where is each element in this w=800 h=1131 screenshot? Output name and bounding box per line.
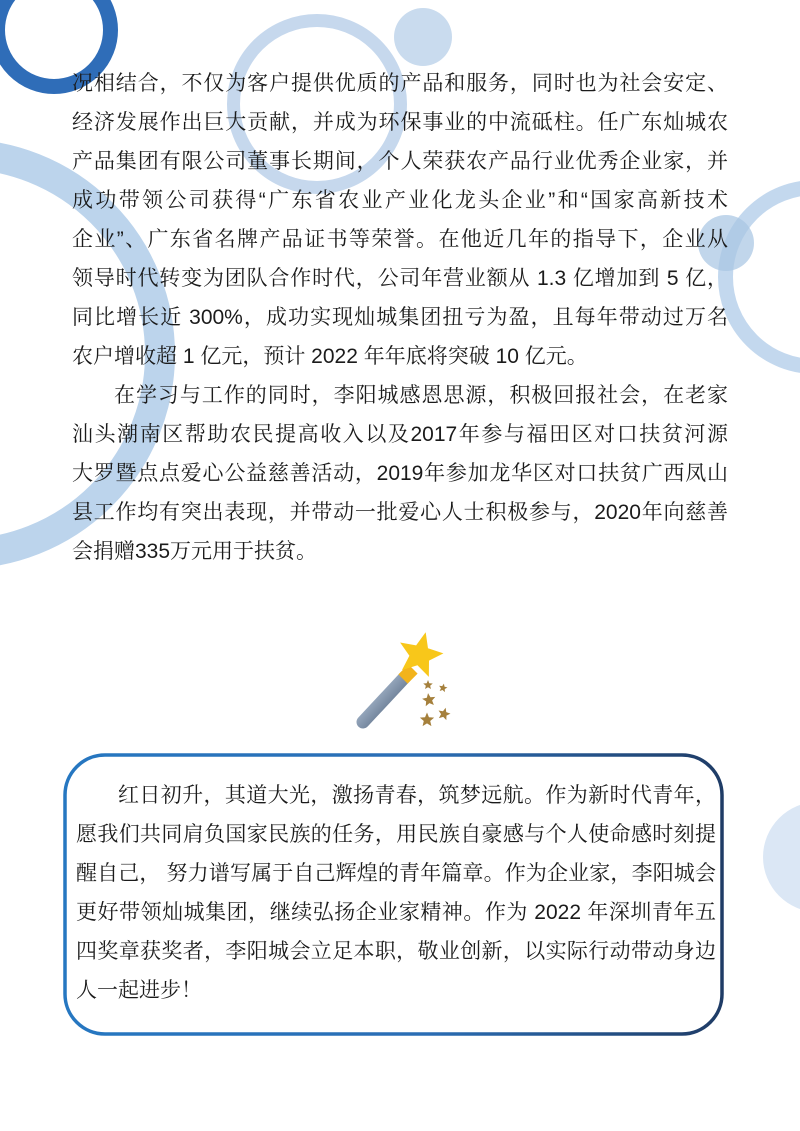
text-line: 四奖章获奖者，李阳城会立足本职，敬业创新，以实际行动带动身边	[76, 940, 716, 963]
text-line: 农户增收超 1 亿元，预计 2022 年年底将突破 10 亿元。	[72, 345, 588, 368]
small-star-icon	[438, 683, 448, 693]
text-line: 醒自己， 努力谱写属于自己辉煌的青年篇章。作为企业家，李阳城会	[76, 862, 716, 885]
text-line: 愿我们共同肩负国家民族的任务，用民族自豪感与个人使命感时刻提	[76, 823, 716, 846]
text-line: 企业”、广东省名牌产品证书等荣誉。在他近几年的指导下，企业从	[72, 228, 728, 251]
wand-tip	[403, 669, 413, 679]
text-line: 县工作均有突出表现，并带动一批爱心人士积极参与，2020年向慈善	[72, 501, 728, 524]
text-line: 红日初升，其道大光，激扬青春，筑梦远航。作为新时代青年，	[118, 784, 716, 807]
text-line: 在学习与工作的同时，李阳城感恩思源，积极回报社会，在老家	[114, 384, 728, 407]
magic-wand-svg	[350, 625, 460, 735]
text-line: 产品集团有限公司董事长期间，个人荣获农产品行业优秀企业家，并	[72, 150, 728, 173]
text-line: 领导时代转变为团队合作时代，公司年营业额从 1.3 亿增加到 5 亿，	[72, 267, 728, 290]
magic-wand-icon	[350, 625, 460, 735]
text-line: 经济发展作出巨大贡献，并成为环保事业的中流砥柱。任广东灿城农	[72, 111, 728, 134]
callout-text	[63, 753, 724, 1010]
text-line: 成功带领公司获得“广东省农业产业化龙头企业”和“国家高新技术	[72, 189, 728, 212]
callout-box	[63, 753, 724, 1036]
body-text	[72, 64, 728, 571]
text-line: 大罗暨点点爱心公益慈善活动，2019年参加龙华区对口扶贫广西凤山	[72, 462, 728, 485]
ring-light-right-icon	[718, 180, 800, 374]
small-star-icon	[437, 706, 452, 721]
text-line: 汕头潮南区帮助农民提高收入以及2017年参与福田区对口扶贫河源	[72, 423, 728, 446]
text-line: 况相结合，不仅为客户提供优质的产品和服务，同时也为社会安定、	[72, 72, 728, 95]
wand-rod	[363, 677, 405, 722]
text-line: 会捐赠335万元用于扶贫。	[72, 540, 318, 563]
small-star-icon	[420, 713, 434, 727]
disc-light-top-icon	[394, 8, 452, 66]
text-line: 人一起进步！	[76, 979, 202, 1002]
text-line: 更好带领灿城集团，继续弘扬企业家精神。作为 2022 年深圳青年五	[76, 901, 716, 924]
small-star-icon	[421, 692, 436, 706]
text-line: 同比增长近 300%，成功实现灿城集团扭亏为盈，且每年带动过万名	[72, 306, 728, 329]
small-star-icon	[423, 680, 433, 689]
disc-light-bottom-right-icon	[763, 802, 800, 912]
